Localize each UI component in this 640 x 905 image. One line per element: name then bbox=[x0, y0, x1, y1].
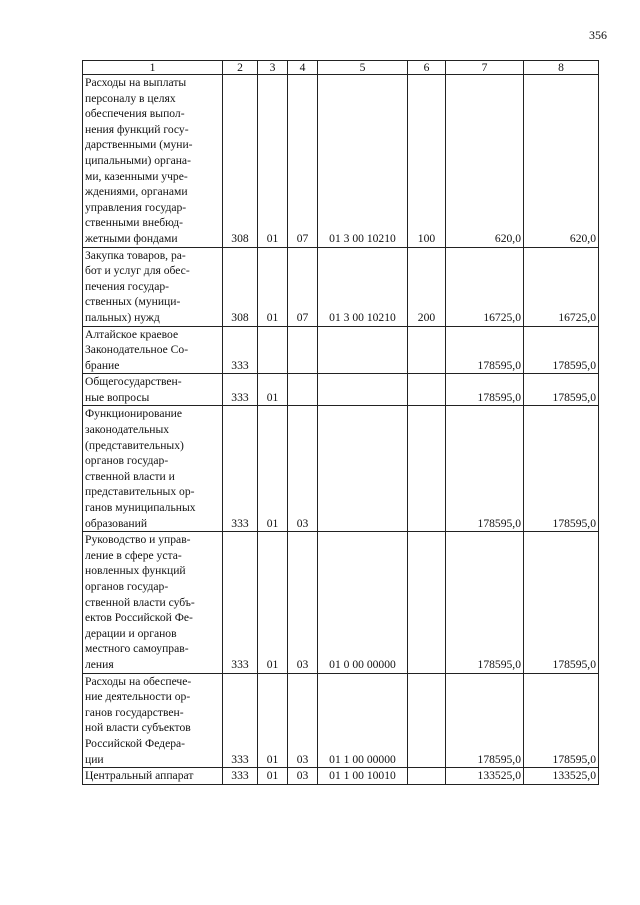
amount-year-2: 133525,0 bbox=[524, 768, 599, 785]
item-description bbox=[83, 532, 223, 673]
table-row bbox=[83, 406, 599, 532]
item-description bbox=[83, 406, 223, 532]
item-description-text: Расходы на обеспече- ние деятельности ор- ганов государствен- ной власти субъектов Российской Федера- ции bbox=[85, 674, 192, 766]
section-code: 01 bbox=[258, 673, 288, 768]
subsection-code bbox=[288, 374, 318, 406]
item-description bbox=[83, 673, 223, 768]
expense-type-code: 200 bbox=[408, 247, 446, 326]
table-row bbox=[83, 326, 599, 374]
column-header: 1 bbox=[83, 61, 223, 75]
target-article-code: 01 0 00 00000 bbox=[318, 532, 408, 673]
expense-type-code: 100 bbox=[408, 75, 446, 248]
item-description bbox=[83, 768, 223, 785]
department-code: 333 bbox=[223, 326, 258, 374]
department-code: 308 bbox=[223, 75, 258, 248]
amount-year-1: 620,0 bbox=[446, 75, 524, 248]
expense-type-code bbox=[408, 532, 446, 673]
column-header: 2 bbox=[223, 61, 258, 75]
subsection-code: 03 bbox=[288, 406, 318, 532]
amount-year-1: 178595,0 bbox=[446, 374, 524, 406]
amount-year-1: 16725,0 bbox=[446, 247, 524, 326]
item-description-text: Закупка товаров, ра- бот и услуг для обес- печения государ- ственных (муници- пальных) нужд bbox=[85, 248, 190, 324]
amount-year-2: 178595,0 bbox=[524, 406, 599, 532]
header-row bbox=[83, 61, 599, 75]
section-code bbox=[258, 326, 288, 374]
amount-year-1: 178595,0 bbox=[446, 406, 524, 532]
department-code: 333 bbox=[223, 768, 258, 785]
section-code: 01 bbox=[258, 532, 288, 673]
target-article-code: 01 3 00 10210 bbox=[318, 75, 408, 248]
table-row bbox=[83, 768, 599, 785]
amount-year-2: 178595,0 bbox=[524, 532, 599, 673]
column-header: 8 bbox=[524, 61, 599, 75]
item-description-text: Руководство и управ- ление в сфере уста- новленных функций органов государ- ственной власти субъ- ектов Российской Фе- дерации и органов местного самоуправ- ления bbox=[85, 533, 195, 671]
subsection-code bbox=[288, 326, 318, 374]
section-code: 01 bbox=[258, 374, 288, 406]
subsection-code: 07 bbox=[288, 75, 318, 248]
budget-table bbox=[82, 60, 599, 785]
item-description bbox=[83, 247, 223, 326]
expense-type-code bbox=[408, 374, 446, 406]
item-description-text: Общегосударствен- ные вопросы bbox=[85, 375, 182, 404]
target-article-code: 01 1 00 00000 bbox=[318, 673, 408, 768]
item-description-text: Функционирование законодательных (представительных) органов государ- ственной власти и представительных ор- ганов муниципальных образований bbox=[85, 407, 196, 530]
column-header: 6 bbox=[408, 61, 446, 75]
item-description bbox=[83, 75, 223, 248]
department-code: 333 bbox=[223, 406, 258, 532]
target-article-code: 01 1 00 10010 bbox=[318, 768, 408, 785]
expense-type-code bbox=[408, 673, 446, 768]
amount-year-1: 178595,0 bbox=[446, 673, 524, 768]
department-code: 333 bbox=[223, 673, 258, 768]
table-row bbox=[83, 673, 599, 768]
amount-year-2: 178595,0 bbox=[524, 673, 599, 768]
expense-type-code bbox=[408, 768, 446, 785]
target-article-code bbox=[318, 406, 408, 532]
section-code: 01 bbox=[258, 406, 288, 532]
column-header: 7 bbox=[446, 61, 524, 75]
column-header: 5 bbox=[318, 61, 408, 75]
amount-year-2: 178595,0 bbox=[524, 374, 599, 406]
target-article-code: 01 3 00 10210 bbox=[318, 247, 408, 326]
amount-year-2: 620,0 bbox=[524, 75, 599, 248]
item-description bbox=[83, 326, 223, 374]
section-code: 01 bbox=[258, 768, 288, 785]
amount-year-1: 178595,0 bbox=[446, 326, 524, 374]
item-description-text: Расходы на выплаты персоналу в целях обеспечения выпол- нения функций госу- дарственными (муни- ципальными) органа- ми, казенными учре- ждениями, органами управления государ- ственными внебюд- жетными фондами bbox=[85, 76, 193, 245]
table-row bbox=[83, 374, 599, 406]
target-article-code bbox=[318, 326, 408, 374]
item-description-text: Центральный аппарат bbox=[85, 769, 194, 783]
department-code: 333 bbox=[223, 532, 258, 673]
subsection-code: 03 bbox=[288, 768, 318, 785]
department-code: 333 bbox=[223, 374, 258, 406]
item-description bbox=[83, 374, 223, 406]
subsection-code: 07 bbox=[288, 247, 318, 326]
column-header: 3 bbox=[258, 61, 288, 75]
subsection-code: 03 bbox=[288, 532, 318, 673]
amount-year-1: 133525,0 bbox=[446, 768, 524, 785]
amount-year-2: 178595,0 bbox=[524, 326, 599, 374]
table-row bbox=[83, 75, 599, 248]
section-code: 01 bbox=[258, 75, 288, 248]
table-row bbox=[83, 247, 599, 326]
table-body bbox=[83, 61, 599, 785]
page-number: 356 bbox=[589, 28, 607, 42]
column-header: 4 bbox=[288, 61, 318, 75]
subsection-code: 03 bbox=[288, 673, 318, 768]
amount-year-2: 16725,0 bbox=[524, 247, 599, 326]
amount-year-1: 178595,0 bbox=[446, 532, 524, 673]
item-description-text: Алтайское краевое Законодательное Со- брание bbox=[85, 327, 189, 372]
department-code: 308 bbox=[223, 247, 258, 326]
section-code: 01 bbox=[258, 247, 288, 326]
expense-type-code bbox=[408, 406, 446, 532]
target-article-code bbox=[318, 374, 408, 406]
expense-type-code bbox=[408, 326, 446, 374]
table-row bbox=[83, 532, 599, 673]
